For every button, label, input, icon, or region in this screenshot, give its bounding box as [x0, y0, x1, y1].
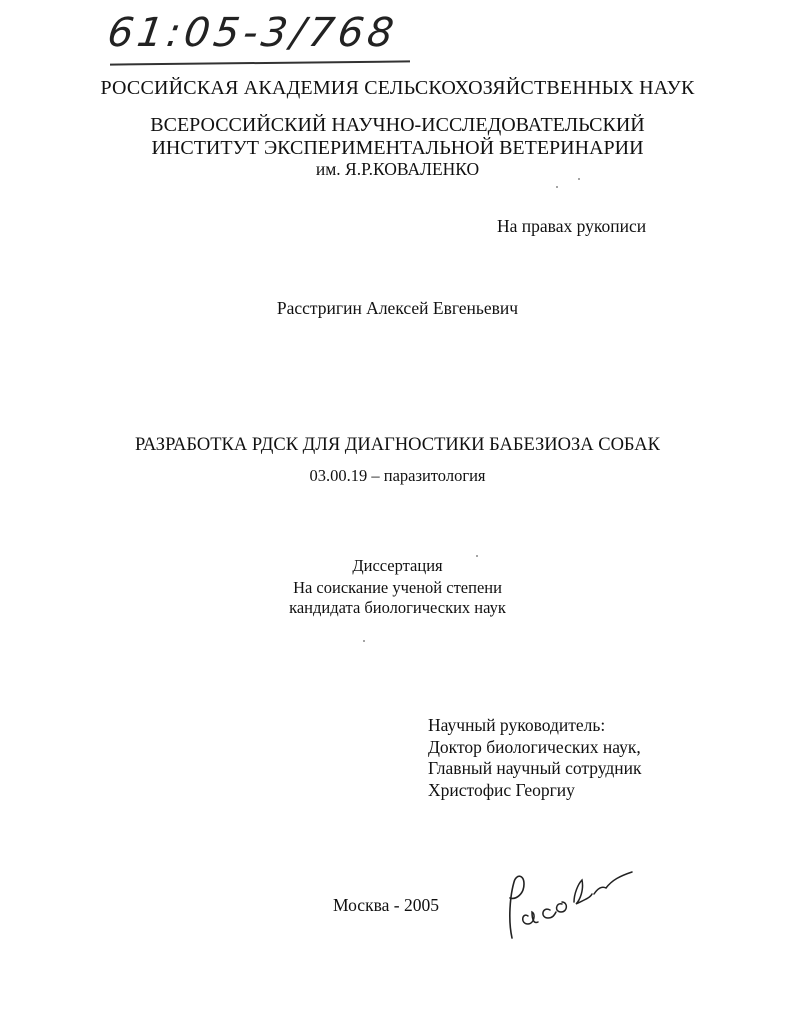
institute-name-line-2: ИНСТИТУТ ЭКСПЕРИМЕНТАЛЬНОЙ ВЕТЕРИНАРИИ — [151, 137, 644, 159]
scan-speck — [363, 640, 365, 642]
degree-line-2: кандидата биологических наук — [289, 598, 506, 617]
author-name: Расстригин Алексей Евгеньевич — [276, 298, 519, 318]
specialty-code: 03.00.19 – паразитология — [309, 466, 486, 485]
archive-code-underline — [110, 60, 410, 65]
scan-speck — [476, 555, 478, 557]
institute-name-line-3: им. Я.Р.КОВАЛЕНКО — [315, 159, 480, 179]
supervisor-position: Главный научный сотрудник — [428, 758, 642, 778]
supervisor-label: Научный руководитель: — [428, 715, 606, 735]
supervisor-name: Христофис Георгиу — [428, 780, 575, 800]
handwritten-signature — [498, 860, 638, 950]
rights-note: На правах рукописи — [497, 216, 647, 236]
supervisor-degree: Доктор биологических наук, — [428, 737, 641, 757]
institute-name-line-1: ВСЕРОССИЙСКИЙ НАУЧНО-ИССЛЕДОВАТЕЛЬСКИЙ — [150, 114, 645, 136]
dissertation-title: РАЗРАБОТКА РДСК ДЛЯ ДИАГНОСТИКИ БАБЕЗИОЗА СОБАК — [134, 435, 661, 455]
degree-line-1: На соискание ученой степени — [293, 578, 502, 597]
city-year: Москва - 2005 — [333, 895, 439, 915]
academy-name: РОССИЙСКАЯ АКАДЕМИЯ СЕЛЬСКОХОЗЯЙСТВЕННЫХ НАУК — [100, 77, 695, 99]
work-type: Диссертация — [352, 556, 443, 575]
archive-code-handwritten: 61:05-3/768 — [104, 10, 401, 56]
scan-speck — [578, 178, 580, 180]
scan-speck — [556, 186, 558, 188]
